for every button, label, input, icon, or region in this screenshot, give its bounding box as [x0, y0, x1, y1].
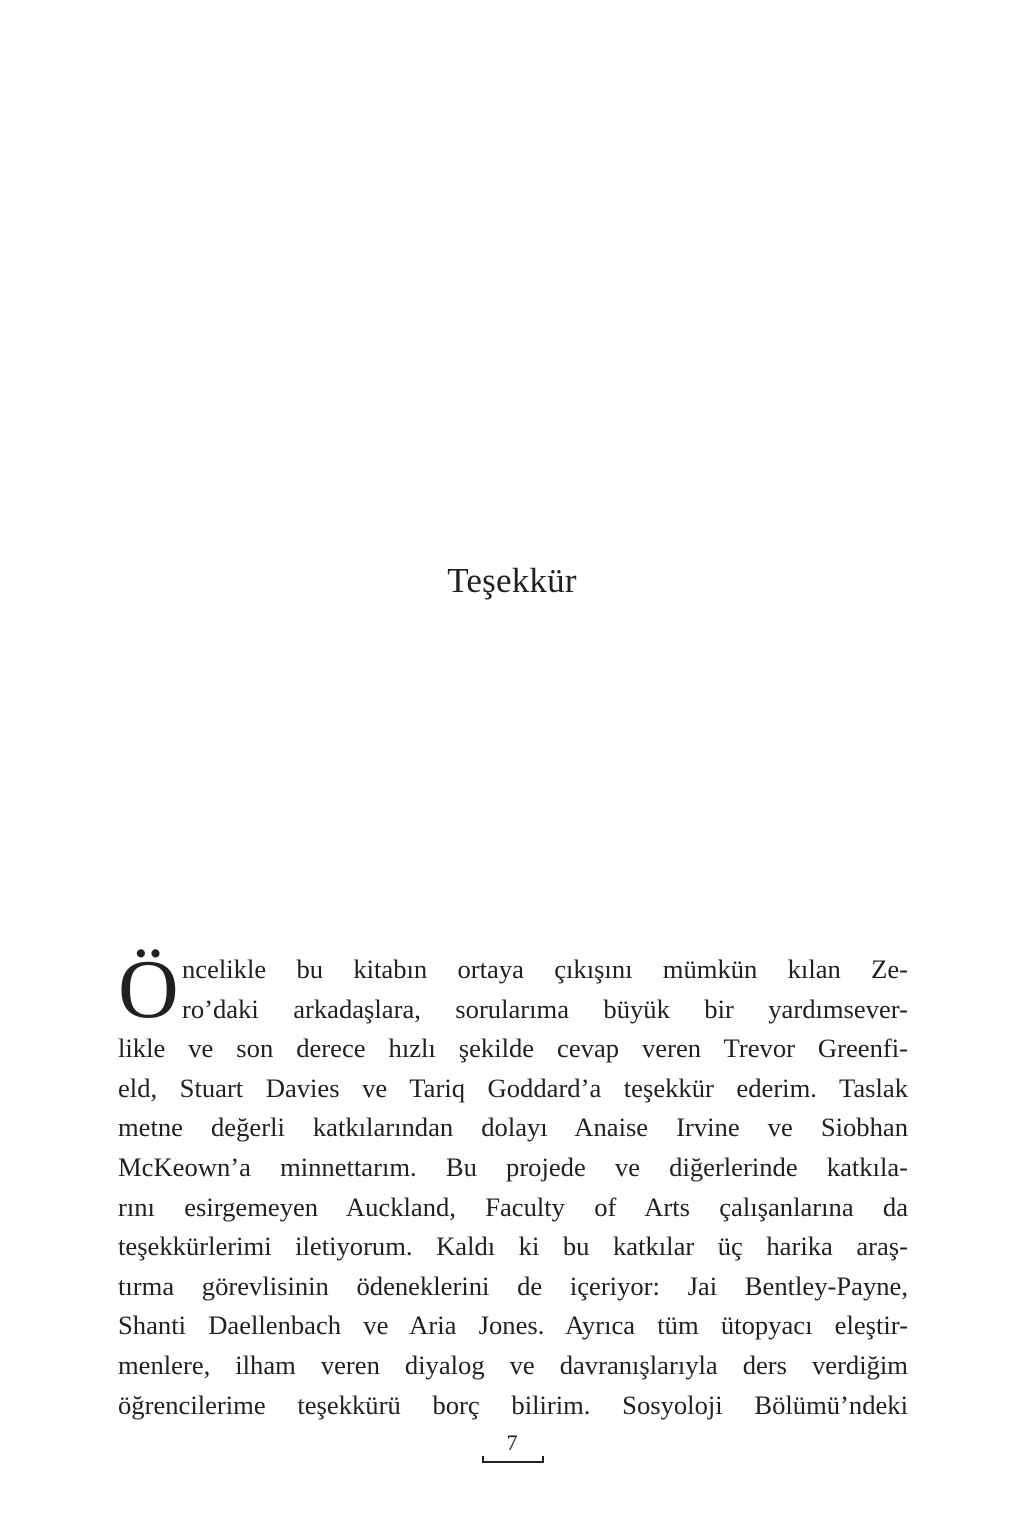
- page-footer: [0, 1428, 1024, 1468]
- body-paragraph: [118, 950, 908, 1425]
- text-line: eld, Stuart Davies ve Tariq Goddard’a teşekkür ederim. Taslak: [118, 1072, 908, 1103]
- text-line: teşekkürlerimi iletiyorum. Kaldı ki bu katkılar üç harika araş-: [118, 1231, 908, 1262]
- chapter-title: Teşekkür: [447, 561, 577, 600]
- text-line: tırma görevlisinin ödeneklerini de içeriyor: Jai Bentley-Payne,: [118, 1270, 908, 1301]
- text-line: menlere, ilham veren diyalog ve davranışlarıyla ders verdiğim: [118, 1349, 908, 1380]
- text-line: metne değerli katkılarından dolayı Anaise Irvine ve Siobhan: [118, 1112, 908, 1143]
- text-line: Shanti Daellenbach ve Aria Jones. Ayrıca tüm ütopyacı eleştir-: [118, 1310, 908, 1341]
- text-line: öğrencilerime teşekkürü borç bilirim. Sosyoloji Bölümü’ndeki: [118, 1389, 908, 1420]
- text-line: McKeown’a minnettarım. Bu projede ve diğerlerinde katkıla-: [118, 1151, 908, 1182]
- page-number-rule: [482, 1461, 544, 1463]
- text-line: ncelikle bu kitabın ortaya çıkışını mümkün kılan Ze-: [182, 954, 908, 984]
- page-number: 7: [506, 1430, 518, 1455]
- text-line: rını esirgemeyen Auckland, Faculty of Arts çalışanlarına da: [118, 1191, 908, 1222]
- text-line: ro’daki arkadaşlara, sorularıma büyük bir yardımsever-: [182, 993, 908, 1024]
- drop-cap: Ö: [118, 943, 179, 1036]
- text-line: likle ve son derece hızlı şekilde cevap veren Trevor Greenfi-: [118, 1033, 908, 1064]
